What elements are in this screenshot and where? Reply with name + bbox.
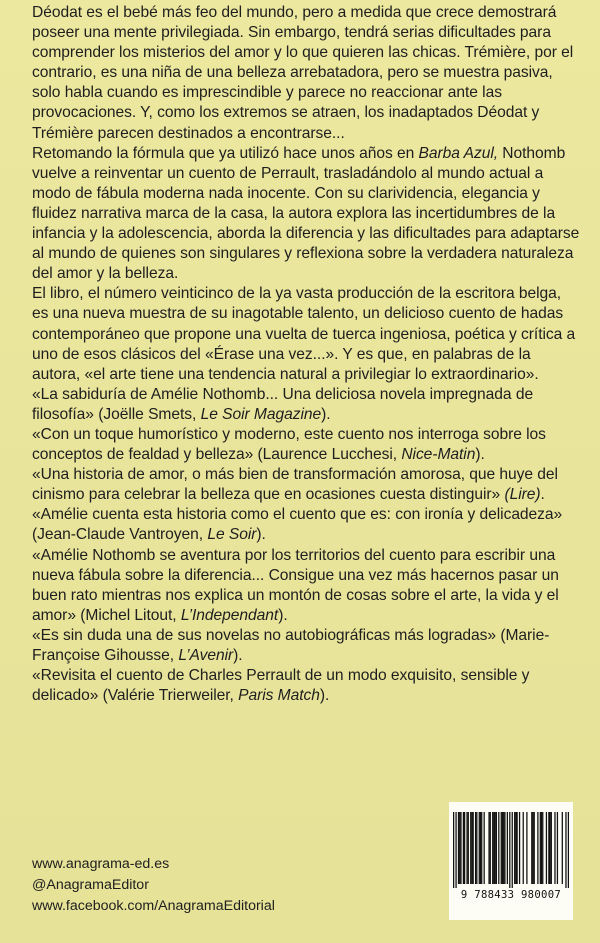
barcode-bar [473,812,474,884]
facebook-link[interactable]: www.facebook.com/AnagramaEditorial [32,898,275,914]
barcode-bar [498,812,499,884]
barcode-bar [541,812,542,884]
barcode-bar [537,812,538,884]
review-tail: . [540,486,545,504]
review-tail: ). [475,446,485,464]
barcode-bar [488,812,489,884]
barcode-bar [532,812,533,884]
barcode-bar [466,812,467,884]
barcode-bar [455,812,456,888]
back-cover-text [32,3,580,706]
synopsis-p2-text: Retomando la fórmula que ya utilizó hace unos años en [32,144,419,162]
barcode-bar [515,812,516,884]
barcode-bar [514,812,515,884]
review-source: L’Independant [180,606,279,624]
review-text: «Amélie cuenta esta historia como el cuento que es: con ironía y delicadeza» (Jean-Claude Vantroyen, [32,506,563,544]
review-text: «La sabiduría de Amélie Nothomb... Una deliciosa novela impregnada de filosofía» (Joëlle Smets, [32,385,534,423]
barcode-bar [479,812,480,884]
synopsis-paragraph-1: Déodat es el bebé más feo del mundo, pero a medida que crece demostrará poseer una mente privilegiada. Sin embargo, tendrá serias dificultades para comprender los misterios del amor y lo que quieren las chicas. Trémière, por el contrario, es una niña de una belleza arrebatadora, pero se muestra pasiva, solo habla cuando es imprescindible y parece no reaccionar ante las provocaciones. Y, como los extremos se atraen, los inadaptados Déodat y Trémière parecen destinados a encontrarse... [32,4,574,142]
isbn-barcode [449,802,573,920]
barcode-bar [459,812,460,884]
barcode-bar [512,812,513,888]
barcode-bar [519,812,520,884]
barcode-bar [516,812,517,884]
barcode-bar [463,812,464,884]
barcode-bar [526,812,527,884]
barcode-bar [493,812,494,884]
review-quote [32,546,580,626]
review-quote [32,425,580,465]
synopsis-paragraph-3: El libro, el número veinticinco de la ya vasta producción de la escritora belga, es una nueva muestra de su inagotable talento, un delicioso cuento de hadas contemporáneo que propone una vuelta de tuerca ingeniosa, poética y crítica a uno de esos clásicos del «Érase una vez...». Y es que, en palabras de la autora, «el arte tiene una tendencia natural a privilegiar lo extraordinario». [32,285,576,383]
review-quote [32,385,580,425]
review-quote [32,505,580,545]
barcode-bar [496,812,497,884]
twitter-handle[interactable]: @AnagramaEditor [32,877,149,893]
barcode-bar [470,812,471,884]
barcode-bar [546,812,547,884]
barcode-bar [504,812,505,884]
barcode-bar [540,812,541,884]
review-quote [32,666,580,706]
review-quote [32,626,580,666]
website-link[interactable]: www.anagrama-ed.es [32,856,170,872]
barcode-bar [534,812,535,884]
barcode-bar [481,812,482,884]
review-text: «Una historia de amor, o más bien de transformación amorosa, que huye del cinismo para celebrar la belleza que en ocasiones cuesta distinguir» [32,466,558,504]
barcode-bar [468,812,469,884]
review-tail: ). [319,687,330,705]
isbn-number: 9 788433 980007 [460,889,562,901]
barcode-bar [475,812,476,884]
barcode-bar [464,812,465,884]
barcode-bar [503,812,504,884]
review-text: «Es sin duda una de sus novelas no autobiográficas más logradas» (Marie-Françoise Gihousse, [32,626,550,664]
review-source: L’Avenir [178,647,234,664]
barcode-bar [495,812,496,884]
review-source: (Lire) [504,486,541,504]
barcode-bar [484,812,485,884]
barcode-bar [502,812,503,884]
barcode-bar [562,812,563,884]
barcode-bar [554,812,555,884]
barcode-bar [458,812,459,884]
review-tail: ). [321,405,331,423]
barcode-bar [542,812,543,884]
barcode-bar [507,812,508,884]
review-tail: ). [256,526,266,544]
barcode-bar [492,812,493,884]
review-source: Paris Match [238,687,320,705]
barcode-bar [453,812,454,888]
review-tail: ). [233,647,243,664]
barcode-bar [565,812,566,888]
book-title-reference: Barba Azul, [418,144,499,162]
barcode-bars [453,812,569,888]
barcode-bar [557,812,558,884]
barcode-bar [460,812,461,884]
barcode-bar [471,812,472,884]
review-text: «Con un toque humorístico y moderno, este cuento nos interroga sobre los conceptos de fealdad y belleza» (Laurence Lucchesi, [32,425,546,464]
barcode-bar [551,812,552,884]
barcode-bar [509,812,510,888]
barcode-bar [476,812,477,884]
barcode-bar [501,812,502,884]
barcode-bar [531,812,532,884]
barcode-bar [549,812,550,884]
barcode-bar [548,812,549,884]
review-text: «Revisita el cuento de Charles Perrault de un modo exquisito, sensible y delicado» (Valérie Trierweiler, [32,667,530,705]
review-text: «Amélie Nothomb se aventura por los territorios del cuento para escribir una nueva fábula sobre la diferencia... Consigue una vez más hacernos pasar un buen rato mientras nos explica un montón de cosas sobre el arte, la vida y el amor» (Michel Litout, [32,546,559,624]
review-quote [32,465,580,505]
review-source: Le Soir [207,526,257,544]
barcode-bar [523,812,524,884]
review-tail: ). [278,606,288,624]
synopsis-p2-text-continued: Nothomb vuelve a reinventar un cuento de Perrault, trasladándolo al mundo actual a modo de fábula moderna nada inocente. Con su clarividencia, elegancia y fluidez narrativa marca de la casa, la autora explora las incertidumbres de la infancia y la adolescencia, aborda la diferencia y las dificultades para adaptarse al mundo de quienes son singulares y reflexiona sobre la verdadera naturaleza del amor y la belleza. [32,144,580,283]
publisher-contact [32,854,275,917]
review-source: Nice-Matin [401,446,476,464]
review-source: Le Soir Magazine [200,405,322,423]
synopsis-paragraph-2 [32,144,580,285]
barcode-bar [490,812,491,884]
barcode-bar [480,812,481,884]
barcode-bar [568,812,569,888]
